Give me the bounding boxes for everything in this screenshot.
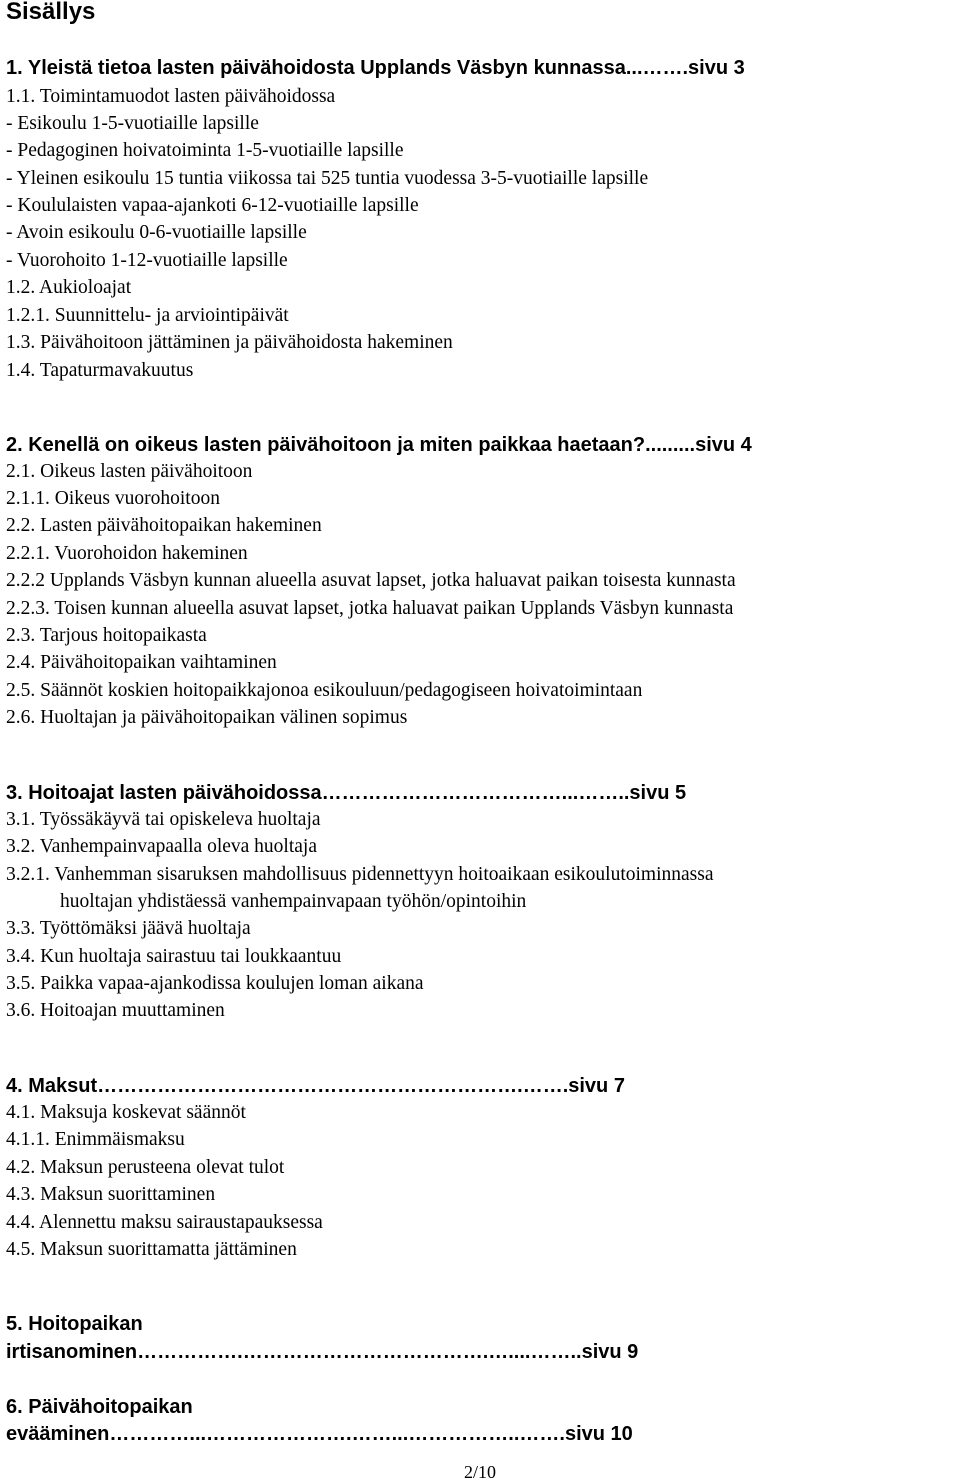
toc-item: 1.1. Toimintamuodot lasten päivähoidossa xyxy=(6,86,336,107)
toc-item: 3.3. Työttömäksi jäävä huoltaja xyxy=(6,918,251,939)
toc-item: 1.3. Päivähoitoon jättäminen ja päivähoidosta hakeminen xyxy=(6,332,453,353)
toc-item: - Avoin esikoulu 0-6-vuotiaille lapsille xyxy=(6,222,307,243)
toc-item: 2.4. Päivähoitopaikan vaihtaminen xyxy=(6,652,277,673)
toc-item: 2.1. Oikeus lasten päivähoitoon xyxy=(6,461,253,482)
toc-item: 2.6. Huoltajan ja päivähoitopaikan välinen sopimus xyxy=(6,707,408,728)
toc-item: 2.2. Lasten päivähoitopaikan hakeminen xyxy=(6,515,322,536)
section-5-heading: 5. Hoitopaikan xyxy=(6,1313,143,1335)
toc-item: 1.2. Aukioloajat xyxy=(6,277,132,298)
toc-item-continuation: huoltajan yhdistäessä vanhempainvapaan työhön/opintoihin xyxy=(60,891,527,912)
toc-item: - Koululaisten vapaa-ajankoti 6-12-vuotiaille lapsille xyxy=(6,195,419,216)
section-4-heading: 4. Maksut……………………………………………………….…….sivu 7 xyxy=(6,1075,625,1097)
toc-item: 4.4. Alennettu maksu sairaustapauksessa xyxy=(6,1212,323,1233)
toc-item: 3.2. Vanhempainvapaalla oleva huoltaja xyxy=(6,836,317,857)
toc-item: 3.6. Hoitoajan muuttaminen xyxy=(6,1000,225,1021)
toc-item: 1.4. Tapaturmavakuutus xyxy=(6,360,194,381)
toc-item: 1.2.1. Suunnittelu- ja arviointipäivät xyxy=(6,305,289,326)
toc-item: 2.1.1. Oikeus vuorohoitoon xyxy=(6,488,220,509)
toc-item: - Vuorohoito 1-12-vuotiaille lapsille xyxy=(6,250,288,271)
toc-item: 3.1. Työssäkäyvä tai opiskeleva huoltaja xyxy=(6,809,321,830)
section-5-heading-cont: irtisanominen…………….……………………………….…....……..sivu 9 xyxy=(6,1341,639,1363)
section-2-heading: 2. Kenellä on oikeus lasten päivähoitoon ja miten paikkaa haetaan?.........sivu 4 xyxy=(6,434,752,456)
toc-item: 4.2. Maksun perusteena olevat tulot xyxy=(6,1157,285,1178)
toc-item: 2.2.1. Vuorohoidon hakeminen xyxy=(6,543,248,564)
section-6-heading: 6. Päivähoitopaikan xyxy=(6,1396,193,1418)
toc-item: - Yleinen esikoulu 15 tuntia viikossa tai 525 tuntia vuodessa 3-5-vuotiaille lapsille xyxy=(6,168,649,189)
toc-item: 4.1. Maksuja koskevat säännöt xyxy=(6,1102,246,1123)
toc-item: 4.1.1. Enimmäismaksu xyxy=(6,1129,185,1150)
toc-item: 2.3. Tarjous hoitopaikasta xyxy=(6,625,207,646)
toc-item: 2.5. Säännöt koskien hoitopaikkajonoa esikouluun/pedagogiseen hoivatoimintaan xyxy=(6,680,643,701)
section-6-heading-cont: evääminen…………...………………….……...……………..…….sivu 10 xyxy=(6,1423,633,1445)
toc-item: 4.5. Maksun suorittamatta jättäminen xyxy=(6,1239,297,1260)
toc-item: 3.4. Kun huoltaja sairastuu tai loukkaantuu xyxy=(6,946,342,967)
toc-item: 2.2.3. Toisen kunnan alueella asuvat lapset, jotka haluavat paikan Upplands Väsbyn kunnasta xyxy=(6,598,734,619)
toc-item: 4.3. Maksun suorittaminen xyxy=(6,1184,216,1205)
section-1-heading: 1. Yleistä tietoa lasten päivähoidosta Upplands Väsbyn kunnassa...…….sivu 3 xyxy=(6,57,745,79)
toc-title: Sisällys xyxy=(6,0,96,25)
section-3-heading: 3. Hoitoajat lasten päivähoidossa………………………………...……..sivu 5 xyxy=(6,782,687,804)
toc-item: 3.5. Paikka vapaa-ajankodissa koulujen loman aikana xyxy=(6,973,424,994)
toc-item: - Pedagoginen hoivatoiminta 1-5-vuotiaille lapsille xyxy=(6,140,404,161)
toc-item: 2.2.2 Upplands Väsbyn kunnan alueella asuvat lapset, jotka haluavat paikan toisesta kunnasta xyxy=(6,570,736,591)
page-number: 2/10 xyxy=(463,1462,496,1482)
toc-item: 3.2.1. Vanhemman sisaruksen mahdollisuus pidennettyyn hoitoaikaan esikoulutoiminnassa xyxy=(6,864,714,885)
toc-item: - Esikoulu 1-5-vuotiaille lapsille xyxy=(6,113,259,134)
